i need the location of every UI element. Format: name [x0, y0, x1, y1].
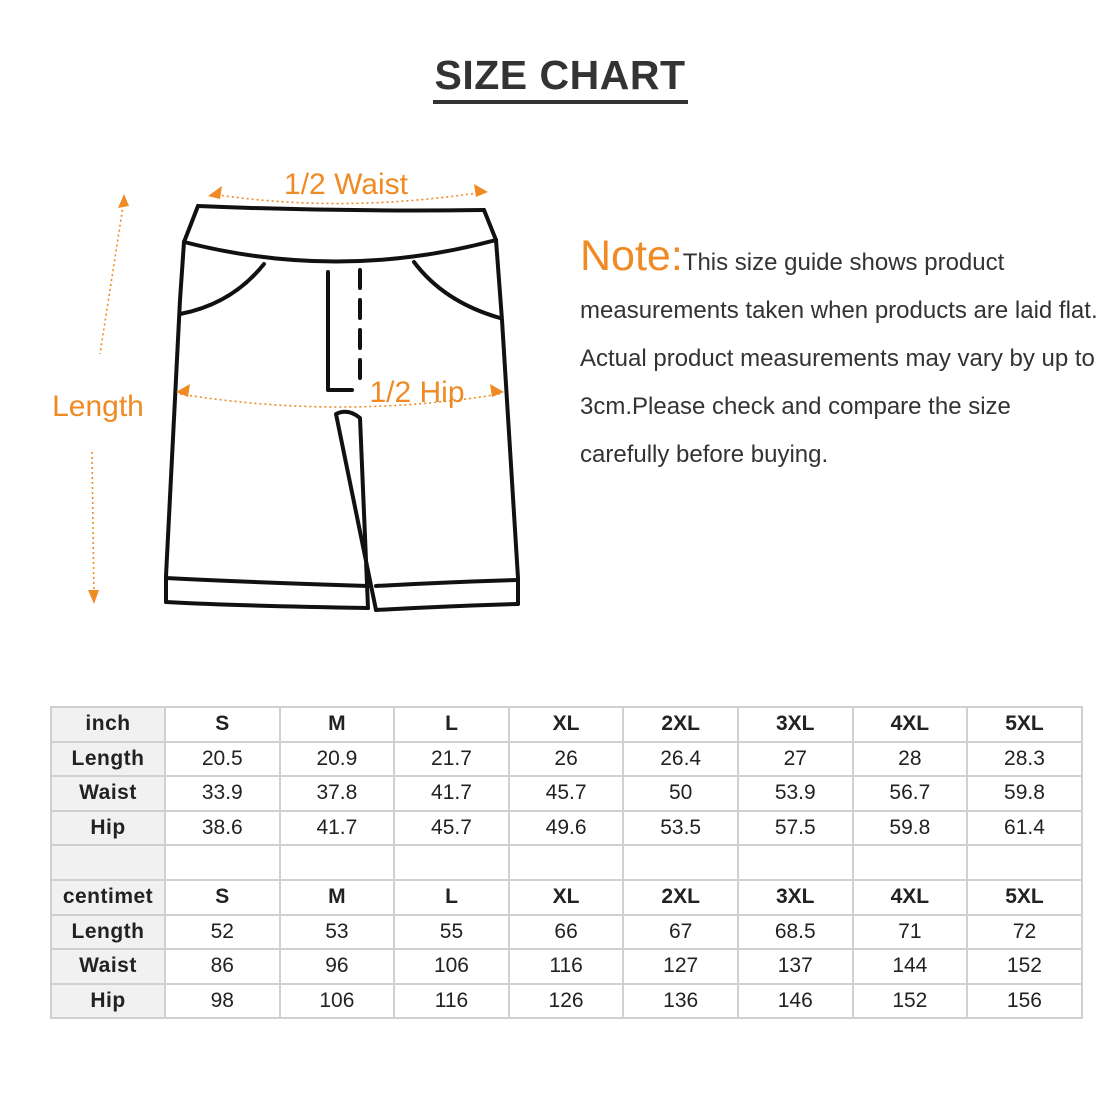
arrowhead-icon	[208, 186, 222, 199]
row-label: Length	[51, 915, 165, 950]
arrowhead-icon	[88, 590, 99, 604]
size-header: 2XL	[623, 707, 738, 742]
hip-label: 1/2 Hip	[369, 376, 465, 409]
row-label: Hip	[51, 811, 165, 846]
table-cell: 127	[623, 949, 738, 984]
table-cell: 20.9	[280, 742, 395, 777]
table-row	[51, 811, 1082, 846]
table-cell: 37.8	[280, 776, 395, 811]
table-cell: 86	[165, 949, 280, 984]
table-cell: 57.5	[738, 811, 853, 846]
table-cell: 45.7	[394, 811, 509, 846]
empty-cell	[394, 845, 509, 880]
table-cell: 26.4	[623, 742, 738, 777]
size-header: S	[165, 707, 280, 742]
table-header-row	[51, 880, 1082, 915]
table-cell: 116	[394, 984, 509, 1019]
table-cell: 106	[280, 984, 395, 1019]
row-label: Waist	[51, 949, 165, 984]
table-cell: 116	[509, 949, 624, 984]
table-cell: 137	[738, 949, 853, 984]
table-cell: 55	[394, 915, 509, 950]
empty-cell	[509, 845, 624, 880]
unit-label: centimet	[51, 880, 165, 915]
size-header: 5XL	[967, 707, 1082, 742]
table-cell: 41.7	[280, 811, 395, 846]
size-header: 4XL	[853, 880, 968, 915]
table-cell: 66	[509, 915, 624, 950]
size-header: L	[394, 880, 509, 915]
table-cell: 28	[853, 742, 968, 777]
table-cell: 72	[967, 915, 1082, 950]
table-cell: 67	[623, 915, 738, 950]
table-cell: 49.6	[509, 811, 624, 846]
table-row	[51, 949, 1082, 984]
size-header: M	[280, 880, 395, 915]
size-header: 3XL	[738, 880, 853, 915]
table-cell: 53.5	[623, 811, 738, 846]
table-cell: 144	[853, 949, 968, 984]
table-row	[51, 742, 1082, 777]
table-cell: 98	[165, 984, 280, 1019]
empty-cell	[623, 845, 738, 880]
arrowhead-icon	[490, 384, 504, 397]
size-header: 4XL	[853, 707, 968, 742]
table-cell: 152	[853, 984, 968, 1019]
table-cell: 96	[280, 949, 395, 984]
page-title: SIZE CHART	[433, 52, 688, 104]
note-block	[580, 232, 1100, 479]
empty-cell	[738, 845, 853, 880]
table-spacer-row	[51, 845, 1082, 880]
note-text: This size guide shows product measurements taken when products are laid flat. Actual product measurements may vary by up to 3cm.Please check and compare the size carefully before buying.	[580, 249, 1098, 468]
table-cell: 146	[738, 984, 853, 1019]
size-header: XL	[509, 707, 624, 742]
size-table	[50, 706, 1081, 1019]
empty-cell	[51, 845, 165, 880]
table-cell: 26	[509, 742, 624, 777]
table-cell: 28.3	[967, 742, 1082, 777]
table-cell: 156	[967, 984, 1082, 1019]
arrowhead-icon	[474, 184, 488, 197]
table-cell: 38.6	[165, 811, 280, 846]
empty-cell	[280, 845, 395, 880]
table-cell: 20.5	[165, 742, 280, 777]
table-cell: 45.7	[509, 776, 624, 811]
arrowhead-icon	[176, 384, 190, 397]
table-header-row	[51, 707, 1082, 742]
size-header: 5XL	[967, 880, 1082, 915]
unit-label: inch	[51, 707, 165, 742]
shorts-outline-icon	[0, 150, 560, 630]
waist-label: 1/2 Waist	[284, 168, 408, 201]
table-cell: 21.7	[394, 742, 509, 777]
table-cell: 106	[394, 949, 509, 984]
table-cell: 136	[623, 984, 738, 1019]
empty-cell	[853, 845, 968, 880]
size-table-grid	[50, 706, 1083, 1019]
size-header: S	[165, 880, 280, 915]
table-cell: 27	[738, 742, 853, 777]
note-label: Note:	[580, 232, 683, 280]
table-cell: 68.5	[738, 915, 853, 950]
length-label: Length	[52, 390, 144, 423]
size-header: 3XL	[738, 707, 853, 742]
table-cell: 126	[509, 984, 624, 1019]
table-cell: 52	[165, 915, 280, 950]
table-cell: 59.8	[853, 811, 968, 846]
table-cell: 71	[853, 915, 968, 950]
size-header: 2XL	[623, 880, 738, 915]
row-label: Length	[51, 742, 165, 777]
table-cell: 41.7	[394, 776, 509, 811]
empty-cell	[165, 845, 280, 880]
table-row	[51, 915, 1082, 950]
table-cell: 61.4	[967, 811, 1082, 846]
row-label: Hip	[51, 984, 165, 1019]
size-header: L	[394, 707, 509, 742]
table-cell: 33.9	[165, 776, 280, 811]
table-cell: 59.8	[967, 776, 1082, 811]
size-header: M	[280, 707, 395, 742]
empty-cell	[967, 845, 1082, 880]
table-cell: 53	[280, 915, 395, 950]
table-row	[51, 776, 1082, 811]
table-cell: 53.9	[738, 776, 853, 811]
size-header: XL	[509, 880, 624, 915]
table-cell: 152	[967, 949, 1082, 984]
table-cell: 50	[623, 776, 738, 811]
table-cell: 56.7	[853, 776, 968, 811]
row-label: Waist	[51, 776, 165, 811]
table-row	[51, 984, 1082, 1019]
arrowhead-icon	[118, 194, 129, 208]
page-title-wrap	[0, 52, 1120, 99]
shorts-diagram	[0, 150, 560, 630]
